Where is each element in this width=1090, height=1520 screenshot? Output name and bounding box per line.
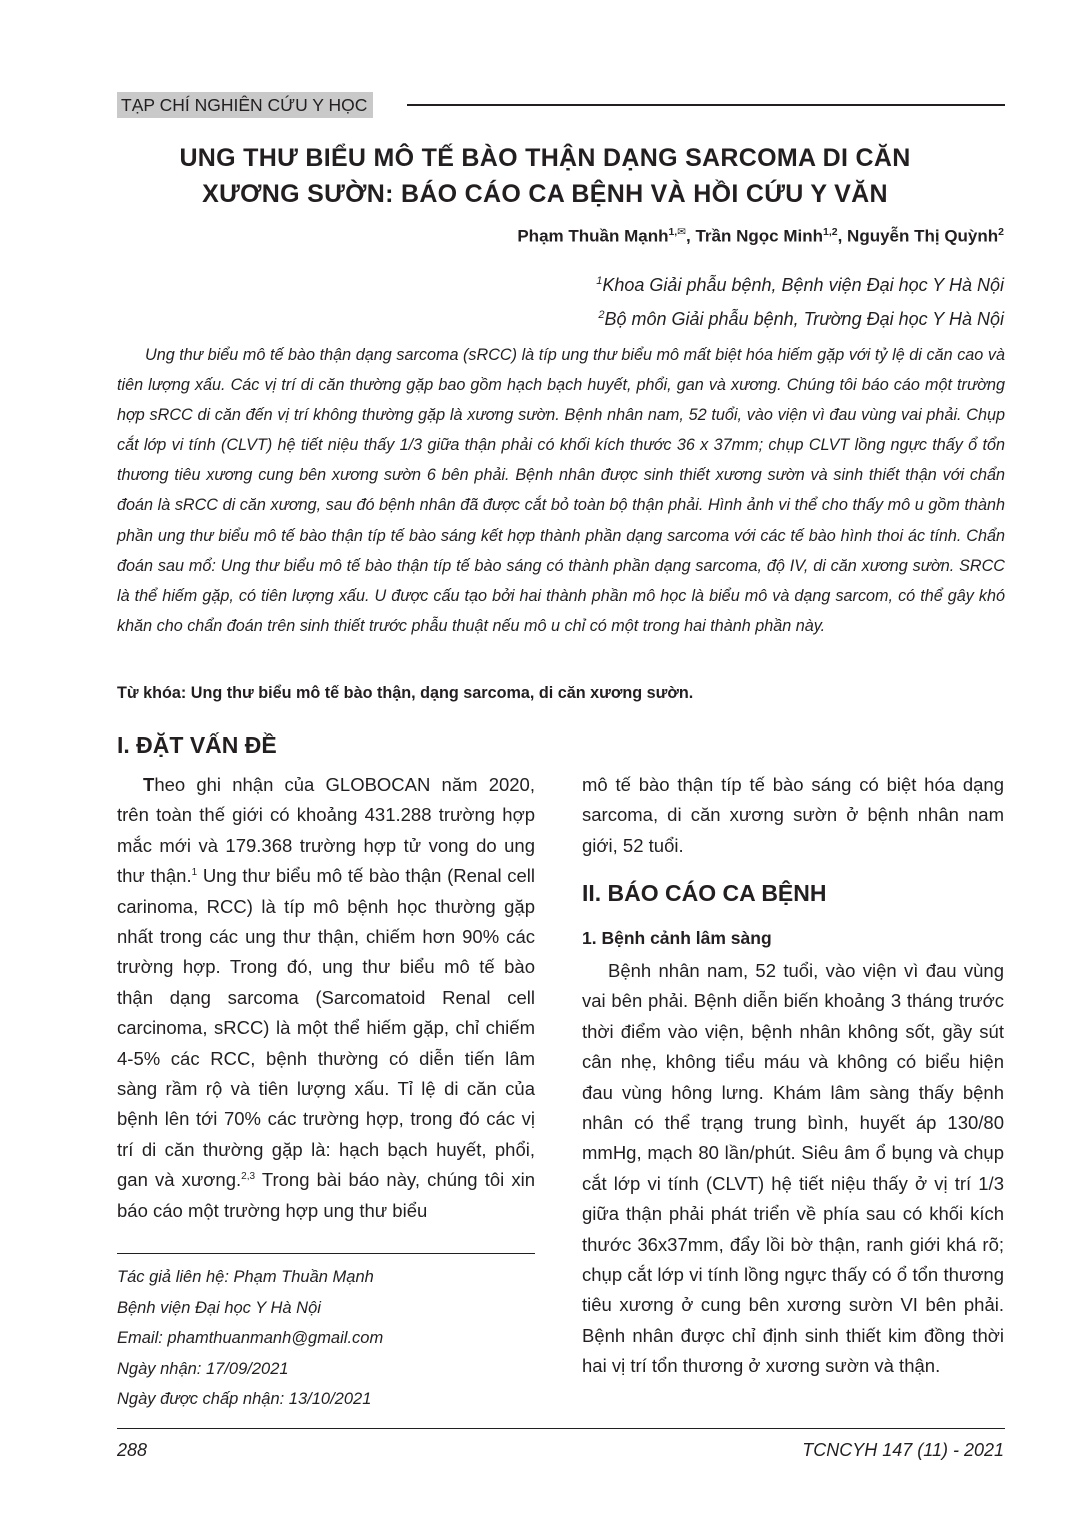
received-date: Ngày nhận: 17/09/2021 bbox=[117, 1359, 289, 1378]
footer-rule bbox=[117, 1428, 1005, 1429]
affiliation-line bbox=[596, 300, 1004, 334]
keywords: Từ khóa: Ung thư biểu mô tế bào thận, dạng sarcoma, di căn xương sườn. bbox=[117, 684, 694, 702]
section-heading-case-report: II. BÁO CÁO CA BỆNH bbox=[582, 880, 827, 906]
author-affiliation-mark: 1,2 bbox=[822, 226, 838, 238]
author-name: Trần Ngọc Minh bbox=[695, 226, 823, 246]
page-number: 288 bbox=[117, 1440, 148, 1460]
author-name: Phạm Thuần Mạnh bbox=[517, 226, 669, 246]
article-title bbox=[60, 140, 1030, 212]
title-line-2: XƯƠNG SƯỜN: BÁO CÁO CA BỆNH VÀ HỒI CỨU Y VĂN bbox=[202, 180, 888, 208]
affiliation-text: Bộ môn Giải phẫu bệnh, Trường Đại học Y Hà Nội bbox=[604, 309, 1004, 329]
accepted-date: Ngày được chấp nhận: 13/10/2021 bbox=[117, 1390, 372, 1408]
affiliation-number: 1 bbox=[596, 275, 603, 287]
author-affiliation-mark: 1,✉ bbox=[668, 226, 687, 238]
author-list bbox=[517, 226, 1004, 247]
correspondence-footnote bbox=[117, 1262, 383, 1415]
journal-tag: TẠP CHÍ NGHIÊN CỨU Y HỌC bbox=[117, 92, 373, 118]
affiliation-text: Khoa Giải phẫu bệnh, Bệnh viện Đại học Y Hà Nội bbox=[602, 275, 1004, 295]
right-column-continuation bbox=[582, 770, 1004, 861]
author-separator: , bbox=[686, 226, 696, 246]
affiliation-line bbox=[596, 266, 1004, 300]
author-name: Nguyễn Thị Quỳnh bbox=[847, 226, 999, 246]
subsection-heading-clinical: 1. Bệnh cảnh lâm sàng bbox=[582, 928, 772, 948]
intro-paragraph-continued: mô tế bào thận típ tế bào sáng có biệt hóa dạng sarcoma, di căn xương sườn ở bệnh nhân nam giới, 52 tuổi. bbox=[582, 774, 1004, 856]
case-paragraph: Bệnh nhân nam, 52 tuổi, vào viện vì đau vùng vai bên phải. Bệnh diễn biến khoảng 3 tháng trước thời điểm vào viện, bệnh nhân không sốt, gầy sút cân nhẹ, không tiểu máu và không có biểu hiện đau vùng hông lưng. Khám lâm sàng thấy bệnh nhân có thể trạng trung bình, huyết áp 130/80 mmHg, mạch 80 lần/phút. Siêu âm ổ bụng và chụp cắt lớp vi tính (CLVT) hệ tiết niệu thấy ở vị trí 1/3 giữa thận phải phát triển về phía sau có khối kích thước 36x37mm, đẩy lồi bờ thận, ranh giới khá rõ; chụp cắt lớp vi tính lồng ngực thấy có ổ tổn thương tiêu xương ở cung bên xương sườn VI bên phải. Bệnh nhân được chỉ định sinh thiết kim đồng thời hai vị trí tổn thương ở xương sườn và thận. bbox=[582, 960, 1004, 1377]
author-separator: , bbox=[837, 226, 848, 246]
title-line-1: UNG THƯ BIỂU MÔ TẾ BÀO THẬN DẠNG SARCOMA DI CĂN bbox=[179, 144, 911, 172]
journal-issue: TCNCYH 147 (11) - 2021 bbox=[802, 1440, 1004, 1460]
citation-ref: 1 bbox=[191, 867, 198, 879]
header-rule bbox=[407, 104, 1005, 106]
affiliation-number: 2 bbox=[598, 309, 605, 321]
author-affiliation-mark: 2 bbox=[998, 226, 1004, 238]
corresponding-institution: Bệnh viện Đại học Y Hà Nội bbox=[117, 1298, 321, 1317]
section-heading-introduction: I. ĐẶT VẤN ĐỀ bbox=[117, 732, 277, 758]
journal-header bbox=[117, 92, 1005, 118]
intro-paragraph: Theo ghi nhận của GLOBOCAN năm 2020, trên toàn thế giới có khoảng 431.288 trường hợp mắc mới và 179.368 trường hợp tử vong do ung thư thận.$^1$ Ung thư biểu mô tế bào thận (Renal cell carinoma, RCC) là típ mô bệnh học thường gặp nhất trong các ung thư thận, chiếm hơn 90% các trường hợp. Trong đó, ung thư biểu mô tế bào thận dạng sarcoma (Sarcomatoid Renal cell carcinoma, sRCC) là một thể hiếm gặp, chỉ chiếm 4-5% các RCC, bệnh thường có diễn tiến lâm sàng rầm rộ và tiên lượng xấu. Tỉ lệ di căn của bệnh lên tới 70% các trường hợp, trong đó các vị trí di căn thường gặp là: hạch bạch huyết, phổi, gan và xương.$^{2,3}$ Trong bài báo này, chúng tôi xin báo cáo một trường hợp ung thư biểu bbox=[117, 774, 536, 1221]
corresponding-author: Tác giả liên hệ: Phạm Thuần Mạnh bbox=[117, 1268, 374, 1286]
corresponding-email: Email: phamthuanmanh@gmail.com bbox=[117, 1329, 384, 1347]
left-column bbox=[117, 770, 535, 1226]
affiliations bbox=[596, 266, 1004, 334]
citation-ref: 2,3 bbox=[241, 1171, 256, 1183]
right-column-case bbox=[582, 956, 1004, 1382]
abstract: Ung thư biểu mô tế bào thận dạng sarcoma (sRCC) là típ ung thư biểu mô mất biệt hóa hiếm gặp với tỷ lệ di căn cao và tiên lượng xấu. Các vị trí di căn thường gặp bao gồm hạch bạch huyết, phổi, gan và xương. Chúng tôi báo cáo một trường hợp sRCC di căn đến vị trí không thường gặp là xương sườn. Bệnh nhân nam, 52 tuổi, vào viện vì đau vùng vai phải. Chụp cắt lớp vi tính (CLVT) hệ tiết niệu thấy 1/3 giữa thận phải có khối kích thước 36 x 37mm; chụp CLVT lồng ngực thấy ổ tổn thương tiêu xương cung bên xương sườn 6 bên phải. Bệnh nhân được sinh thiết xương sườn và sinh thiết thận với chẩn đoán là sRCC di căn xương, sau đó bệnh nhân đã được cắt bỏ toàn bộ thận phải. Hình ảnh vi thể cho thấy mô u gồm thành phần ung thư biểu mô tế bào thận típ tế bào sáng kết hợp thành phần dạng sarcoma với các tế bào hình thoi ác tính. Chẩn đoán sau mổ: Ung thư biểu mô tế bào thận típ tế bào sáng có thành phần dạng sarcoma, độ IV, di căn xương sườn. SRCC là thể hiếm gặp, có tiên lượng xấu. U được cấu tạo bởi hai thành phần mô học là biểu mô và dạng sarcom, có thể gây khó khăn cho chẩn đoán trên sinh thiết trước phẫu thuật nếu mô u chỉ có một trong hai thành phần này. bbox=[117, 346, 1005, 635]
dropcap-letter: T bbox=[143, 774, 155, 795]
footnote-rule bbox=[117, 1253, 535, 1254]
